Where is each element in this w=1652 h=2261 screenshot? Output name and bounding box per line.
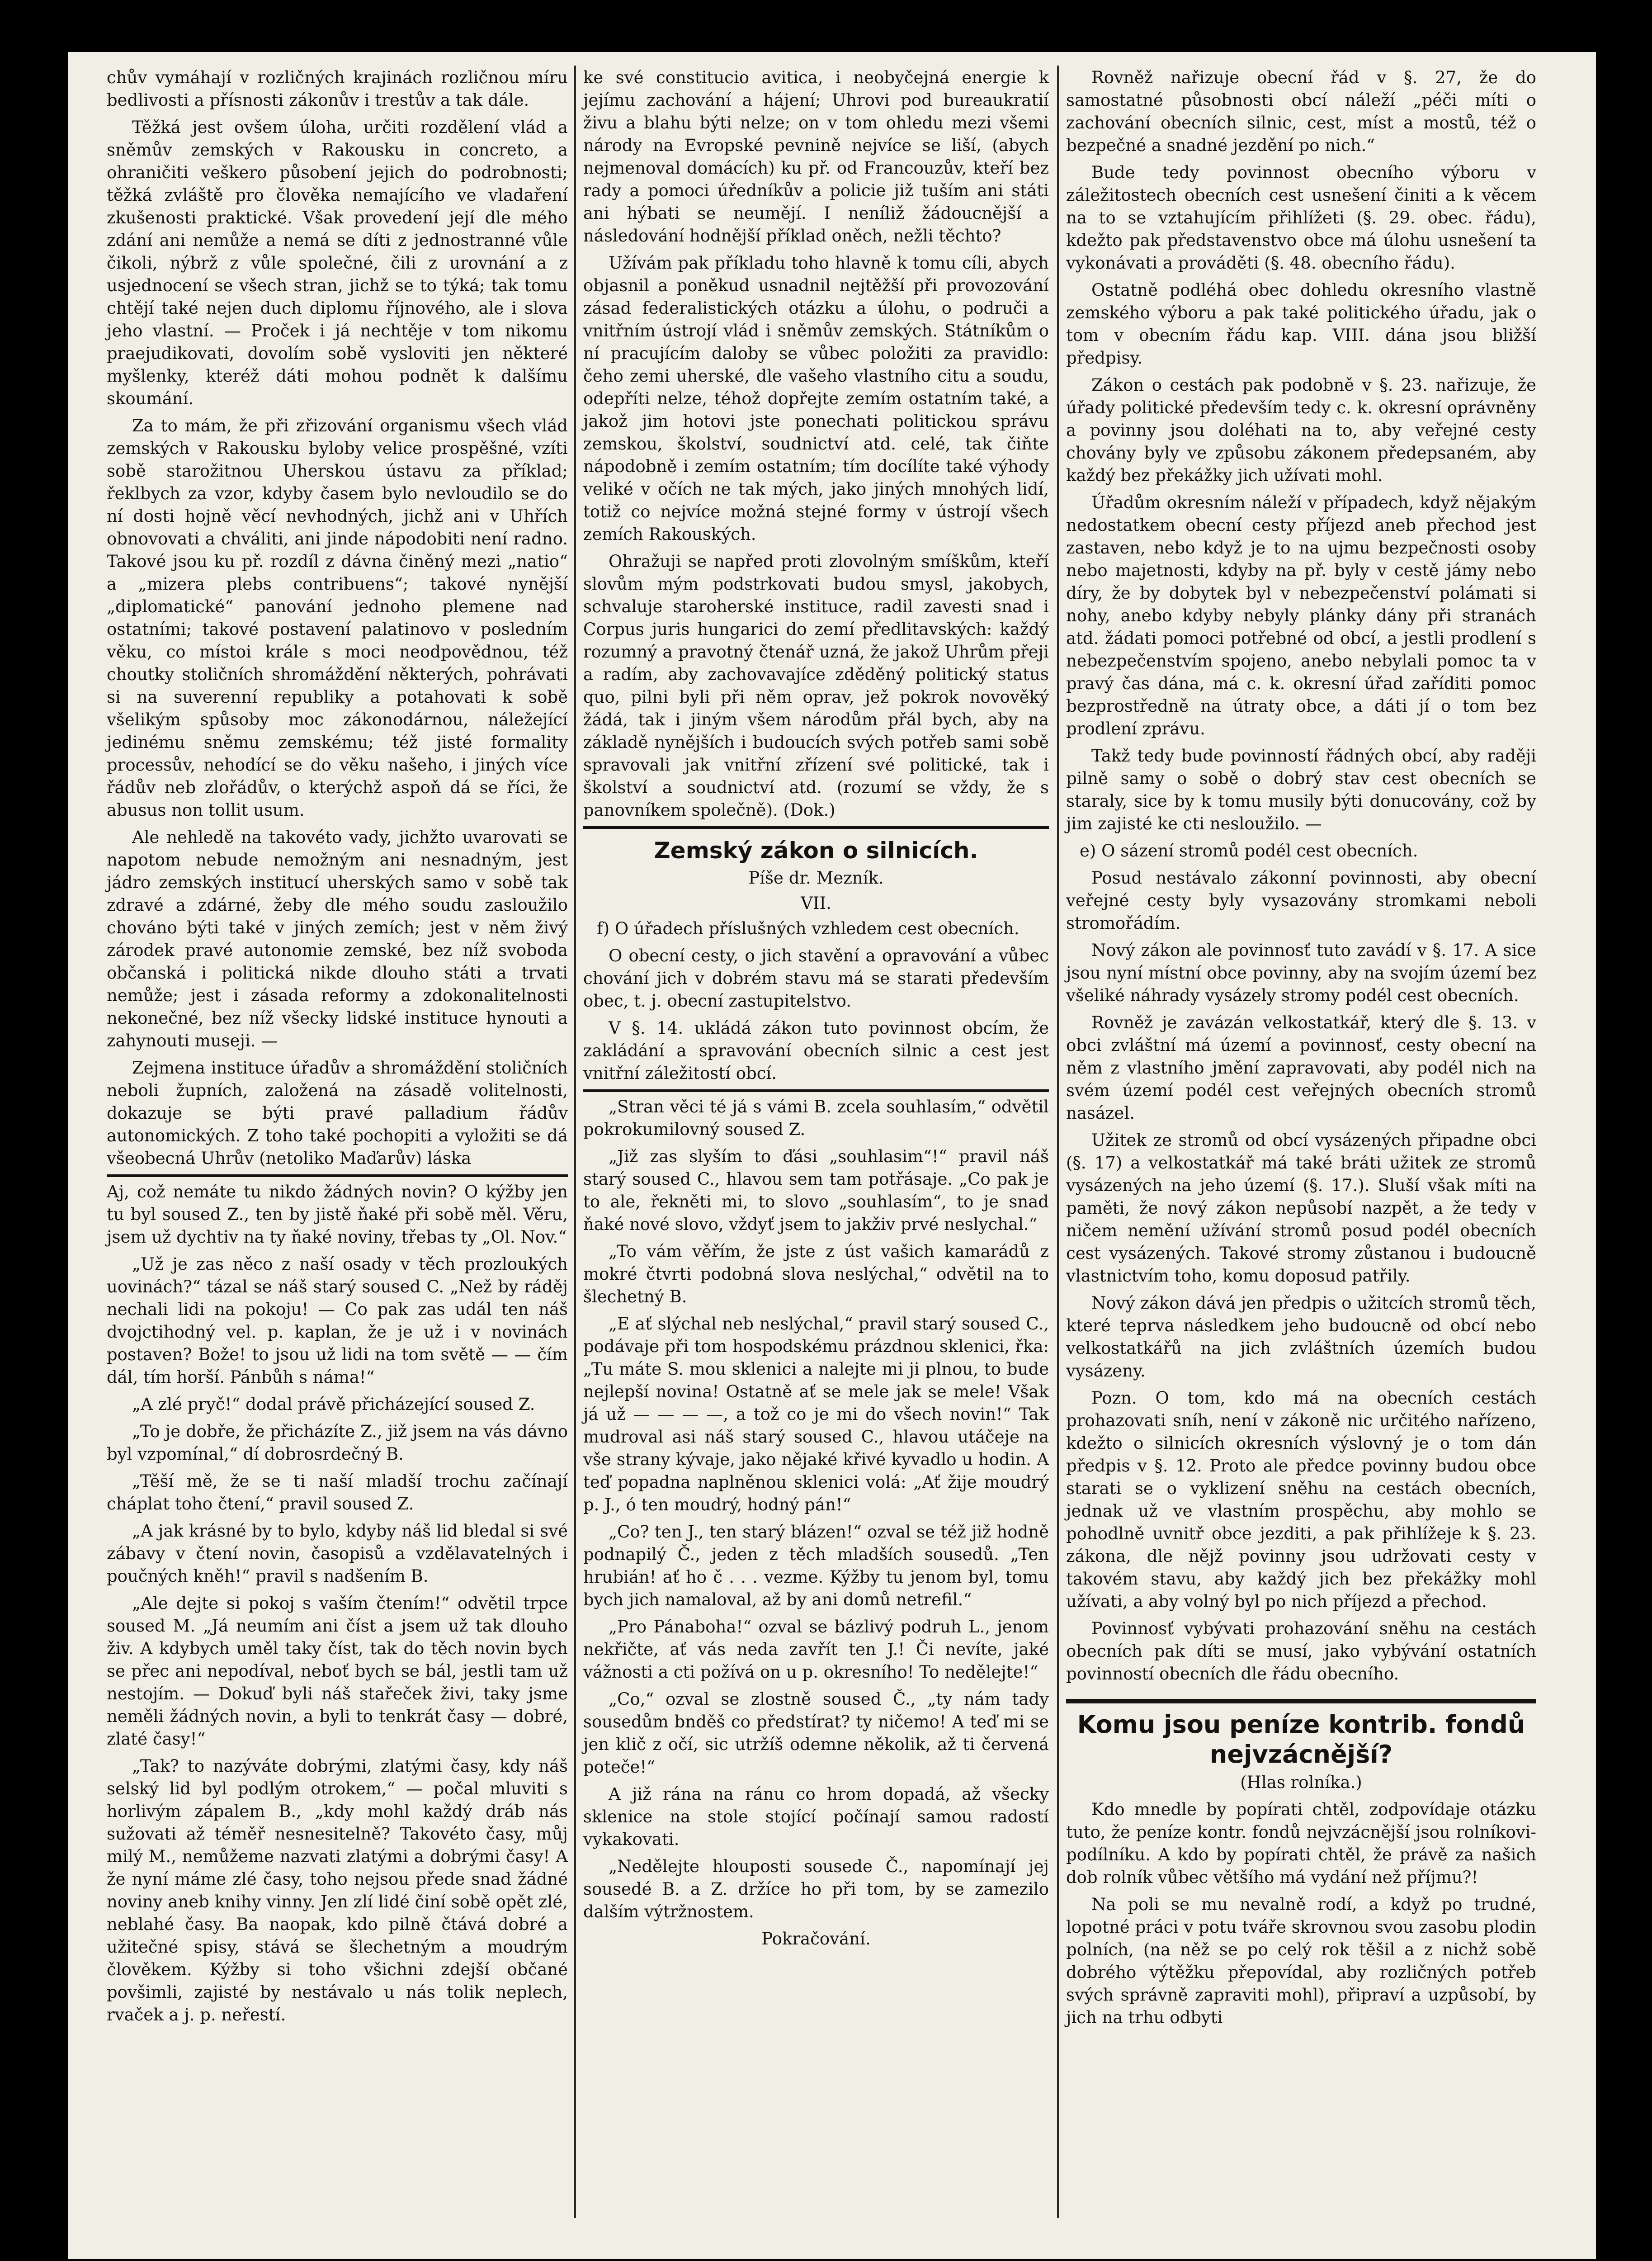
paragraph: Rovněž je zavázán velkostatkář, který dle §. 13. v obci zvláštní má území a povinnosť, cesty obecní na něm z vlastního jmění zapravovati, aby podél nich na svém území podél cest veřejných obecních stromů nasázel.	[1066, 1013, 1536, 1123]
paragraph: Bude tedy povinnost obecního výboru v záležitostech obecních cest usnešení činiti a k věcem na to se vztahujícím přihlížeti (§. 29. obec. řádu), kdežto pak představenstvo obce má úlohu usnešení ta vykonávati a prováděti (§. 48. obecního řádu).	[1066, 163, 1536, 273]
article-subtitle: (Hlas rolníka.)	[1240, 1773, 1362, 1792]
article-title: Komu jsou peníze kontrib. fondů nejvzácnější?	[1077, 1710, 1525, 1769]
section-number: VII.	[801, 894, 831, 913]
dialogue-paragraph: „Co? ten J., ten starý blázen!“ ozval se též již hodně podnapilý Č., jeden z těch mladších sousedů. „Ten hrubián! ať ho č . . . vezme. Kýžby tu jenom byl, tomu bych jich namaloval, až by ani domů netrefil.“	[583, 1522, 1049, 1609]
dialogue-paragraph: „Těší mě, že se ti naší mladší trochu začínají cháplat toho čtení,“ pravil soused Z.	[107, 1471, 568, 1514]
dialogue-paragraph: „Tak? to nazýváte dobrými, zlatými časy, kdy náš selský lid byl podlým otrokem,“ — počal mluviti s horlivým zápalem B., „kdy mohl každý dráb nás sužovati až téměř nesnesitelně? Takovéto časy, můj milý M., nemůžeme nazvati zlatými a dobrými časy! A že nyní máme zlé časy, toho nejsou přede snad žádné noviny aneb knihy vinny. Jen zlí lidé činí sobě opět zlé, neblahé časy. Ba naopak, kdo pilně čtává dobré a užitečné spisy, stává se šlechetným a moudrým člověkem. Kýžby si toho všichni zdejší občané povšimli, zajisté by nestávalo u nás tolik neplech, rvaček a j. p. neřestí.	[107, 1756, 568, 2024]
paragraph: Zákon o cestách pak podobně v §. 23. nařizuje, že úřady politické především tedy c. k. okresní oprávněny a povinny jsou doléhati na to, aby veřejné cesty chovány byly ve způsobu zákonem předepsaném, aby každý bez překážky jich užívati mohl.	[1066, 375, 1536, 485]
paragraph: ke své constitucio avitica, i neobyčejná energie k jejímu zachování a hájení; Uhrovi pod bureaukratií živu a blahu býti nelze; on v tom ohledu mezi všemi národy na Evropské pevnině nejvíce se liší, (abych nejmenoval domácích) ku př. od Francouzův, kteří bez rady a pomoci úředníkův a policie již tuším ani státi ani hýbati se neumějí. I neníliž žádoucnější a následování hodnější příklad oněch, nežli těchto?	[583, 68, 1049, 246]
paragraph: Posud nestávalo zákonní povinnosti, aby obecní veřejné cesty byly vysazovány stromkami neboli stromořádím.	[1066, 868, 1536, 933]
paragraph: Užitek ze stromů od obcí vysázených připadne obci (§. 17) a velkostatkář má také bráti užitek ze stromů vysázených na jeho území (§. 17.). Sluší však míti na paměti, že nový zákon nepůsobí nazpět, a že tedy v ničem nemění užívání stromů posud podél obecních cest vysázených. Takové stromy zůstanou i budoucně vlastnictvím toho, komu doposud patřily.	[1066, 1130, 1536, 1286]
dialogue-paragraph: „Ale dejte si pokoj s vaším čtením!“ odvětil trpce soused M. „Já neumím ani číst a jsem už tak dlouho živ. A kdybych uměl taky číst, tak do těch novin bych se přec ani nepodíval, neboť bych se bál, jestli tam už nestojím. — Dokuď byli náš stařeček živi, taky jsme neměli žádných novin, a byli to tenkrát časy — dobré, zlaté časy!“	[107, 1594, 568, 1749]
dialogue-paragraph: „Pro Pánaboha!“ ozval se bázlivý podruh L., jenom nekřičte, ať vás neda zavřít ten J.! Či nevíte, jaké vážnosti a cti požívá on u p. okresního! To nedělejte!“	[583, 1617, 1049, 1682]
dialogue-paragraph: „To je dobře, že přicházíte Z., již jsem na vás dávno byl vzpomínal,“ dí dobrosrdečný B.	[107, 1422, 568, 1464]
byline: Píše dr. Mezník.	[748, 868, 884, 888]
paragraph: O obecní cesty, o jich stavění a opravování a vůbec chování jich v dobrém stavu má se starati především obec, t. j. obecní zastupitelstvo.	[583, 946, 1049, 1011]
dialogue-paragraph: „Nedělejte hlouposti sousede Č., napomínají jej sousedé B. a Z. držíce ho při tom, by se zamezilo dalším výtržnostem.	[583, 1857, 1049, 1921]
newspaper-page	[68, 52, 1596, 2259]
column-1	[107, 66, 568, 2031]
section-divider	[107, 1174, 568, 1177]
paragraph: Těžká jest ovšem úloha, určiti rozdělení vlád a sněmův zemských v Rakousku in concreto, a ohraničiti veškero působení jejich do podrobnosti; těžká zvláště pro člověka nemajícího ve vladaření zkušenosti praktické. Však provedení její dle mého zdání ani nemůže a nemá se díti z jednostranné vůle čikoli, nýbrž z vůle společné, čili z urovnání a z usjednocení se všech stran, jichž se to týká; tak tomu chtějí také nejen duch diplomu říjnového, ale i slova jeho vlastní. — Proček i já nechtěje v tom nikomu praejudikovati, dovolím sobě vysloviti jen některé myšlenky, kteréž dáti mohou podnět k dalšímu skoumání.	[107, 118, 568, 408]
continued-note: Pokračování.	[761, 1929, 871, 1949]
dialogue-paragraph: „Již zas slyším to ďási „souhlasim“!“ pravil náš starý soused C., hlavou sem tam potřásaje. „Co pak je to ale, řekněti mi, to slovo „souhlasím“, to je snad ňaké nové slovo, vždyť jsem to jakživ prvé neslychal.“	[583, 1147, 1049, 1234]
paragraph: Nový zákon dává jen předpis o užitcích stromů těch, které teprva následkem jeho budoucně od obcí nebo velkostatkářů na jich zvláštních územích budou vysázeny.	[1066, 1293, 1536, 1381]
column-2	[583, 66, 1049, 1955]
section-divider	[583, 1089, 1049, 1092]
dialogue-paragraph: „A zlé pryč!“ dodal právě přicházející soused Z.	[132, 1395, 535, 1414]
dialogue-paragraph: „E ať slýchal neb neslýchal,“ pravil starý soused C., podávaje při tom hospodskému prázdnou sklenici, řka: „Tu máte S. mou sklenici a nalejte mi ji plnou, to bude nejlepší novina! Ostatně ať se mele jak se mele! Však já už — — — —, a tož co je mi do všech novin!“ Tak mudroval asi náš starý soused C., hlavou utáčeje na vše strany kývaje, jako nějaké křivé kyvadlo u hodin. A teď popadna naplněnou sklenici volá: „Ať žije moudrý p. J., ó ten moudrý, hodný pán!“	[583, 1314, 1049, 1514]
paragraph: Povinnosť vybývati prohazování sněhu na cestách obecních pak díti se musí, jako vybývání ostatních povinností obecních dle řádu obecního.	[1066, 1619, 1536, 1684]
paragraph: Ale nehledě na takovéto vady, jichžto uvarovati se napotom nebude nemožným ani nesnadným, jest jádro zemských institucí uherských samo v sobě tak zdravé a zdárné, žeby dle mého soudu zasloužilo chováno býti také v jiných zemích; jest v něm živý zárodek pravé autonomie zemské, bez níž svoboda občanská i politická nikde dlouho státi a trvati nemůže; jest i zásada reformy a zdokonalitelnosti nekonečné, bez níž všecky lidské instituce hynouti a zahynouti museji. —	[107, 828, 568, 1050]
paragraph: Zejmena instituce úřadův a shromáždění stoličních neboli župních, založená na zásadě volitelnosti, dokazuje se býti pravé palladium řádův autonomických. Z toho také pochopiti a vyložiti se dá všeobecná Uhrův (netoliko Maďarův) láska	[107, 1058, 568, 1168]
paragraph: Za to mám, že při zřizování organismu všech vlád zemských v Rakousku byloby velice prospěšné, vzíti sobě starožitnou Uherskou ústavu za příklad; řeklbych za vzor, kdyby časem bylo nevloudilo se do ní dosti hojně věcí nevhodných, jichž ani v Uhřích obnovovati a chváliti, ani jinde nápodobiti není radno. Takové jsou ku př. rozdíl z dávna činěný mezi „natio“ a „mizera plebs contribuens“; takové nynější „diplomatické“ panování jednoho plemene nad ostatními; takové postavení palatinovo v posledním věku, co místoi krále s moci neodpovědnou, též choutky stoličních shromáždění některých, pohrávati si na suverenní republiky a potahovati k sobě všelikým spůsoby moc zákonodárnou, náležející jedinému sněmu zemskému; též jisté formality processův, nehodící se do věku našeho, i jiných více řádův neb zlořádův, o kterýchž aspoň dá se říci, že abusus non tollit usum.	[107, 416, 568, 820]
paragraph: Pozn. O tom, kdo má na obecních cestách prohazovati sníh, není v zákoně nic určitého nařízeno, kdežto o silnicích okresních výslovný je o tom dán předpis v §. 12. Proto ale předce povinny budou obce starati se o vyklizení sněhu na cestách obecních, jednak už ve vlastním prospěchu, aby mohlo se pohodlně uvnitř obce jezditi, a pak přihlížeje k §. 23. zákona, dle nějž povinny jsou udržovati cesty v takovém stavu, aby každý jich bez překážky mohl užívati, a aby volný byl po nich příjezd a přechod.	[1066, 1388, 1536, 1611]
column-3	[1066, 66, 1536, 2034]
dialogue-paragraph: A již rána na ránu co hrom dopadá, až všecky sklenice na stole stojící počínají samou radostí vykakovati.	[583, 1784, 1049, 1849]
heading-bar	[1066, 1699, 1536, 1703]
paragraph: V §. 14. ukládá zákon tuto povinnost obcím, že zakládání a spravování obecních silnic a cest jest vnitřní záležitostí obcí.	[583, 1018, 1049, 1083]
dialogue-paragraph: „Co,“ ozval se zlostně soused Č., „ty nám tady sousedům bnděš co předstírat? ty ničemo! A teď mi se jen klič z očí, sic utržíš odemne několik, až ti červená poteče!“	[583, 1689, 1049, 1777]
dialogue-paragraph: „To vám věřím, že jste z úst vašich kamarádů z mokré čtvrti podobná slova neslýchal,“ odvětil na to šlechetný B.	[583, 1242, 1049, 1306]
paragraph: Takž tedy bude povinností řádných obcí, aby raději pilně samy o sobě o dobrý stav cest obecních se staraly, sice by k tomu musily býti donucovány, což by jim zajisté ke cti nesloužilo. —	[1066, 746, 1536, 833]
paragraph: Rovněž nařizuje obecní řád v §. 27, že do samostatné působnosti obcí náleží „péči míti o zachování obecních silnic, cest, míst a mostů, též o bezpečné a snadné jezdění po nich.“	[1066, 68, 1536, 155]
paragraph: Ohražuji se napřed proti zlovolným smíškům, kteří slovům mým podstrkovati budou smysl, jakobych, schvaluje staroherské instituce, radil zavesti snad i Corpus juris hungarici do zemí předlitavských: každý rozumný a pravotný čtenář uzná, že jakož Uhrům přeji a radím, aby zachovavajíce zděděný politický status quo, pilni byli při něm oprav, jež pokrok novověký žádá, tak i jiným všem národům přál bych, aby na základě nynějších i budoucích svých potřeb sami sobě spravovali jak vnitřní zřízení své politické, tak i školství a soudnictví atd. (rozumí se vždy, že s panovníkem společně). (Dok.)	[583, 552, 1049, 820]
column-rule	[574, 66, 576, 2218]
subheading: f) O úřadech příslušných vzhledem cest obecních.	[597, 919, 1020, 938]
article-heading-box	[1066, 1699, 1536, 1794]
article-title: Zemský zákon o silnicích.	[654, 837, 978, 864]
column-rule	[1057, 66, 1059, 2218]
paragraph: chův vymáhají v rozličných krajinách rozličnou míru bedlivosti a přísnosti zákonův i trestův a tak dále.	[107, 68, 568, 110]
dialogue-paragraph: „Už je zas něco z naší osady v těch prozloukých uovinách?“ tázal se náš starý soused C. „Než by ráděj nechali lidi na pokoju! — Co pak zas udál ten náš dvojctihodný vel. p. kaplan, že je už i v novinách postaven? Bože! to jsou už lidi na tom světě — — čím dál, tím horší. Pánbůh s náma!“	[107, 1254, 568, 1387]
paragraph: Nový zákon ale povinnosť tuto zavádí v §. 17. A sice jsou nyní místní obce povinny, aby na svojím území bez všeliké náhrady vysázely stromy podél cest obecních.	[1066, 941, 1536, 1005]
paragraph: Ostatně podléhá obec dohledu okresního vlastně zemského výboru a pak také politického úřadu, jak o tom v obecním řádu kap. VIII. dána jsou bližší předpisy.	[1066, 280, 1536, 368]
paragraph: Užívám pak příkladu toho hlavně k tomu cíli, abych objasnil a poněkud usnadnil nejtěžší při provozování zásad federalistických otázku a úlohu, o područi a vnitřním ústrojí vlád i sněmův zemských. Státníkům o ní pracujícím daloby se vůbec položiti za pravidlo: čeho zemi uherské, dle vašeho vlastního citu a soudu, odepříti nelze, téhož dopřejte zemím ostatním také, a jakož jim hotovi jste ponechati politickou správu zemskou, školství, soudnictví atd. celé, tak čiňte nápodobně i zemím ostatním; tím docílíte také výhody veliké v očích ne tak mých, jako jiných mnohých lidí, totiž co nejvíce možná stejné formy v ústrojí všech zemích Rakouských.	[583, 253, 1049, 544]
dialogue-paragraph: „A jak krásné by to bylo, kdyby náš lid bledal si své zábavy v čtení novin, časopisů a vzdělavatelných i poučných kněh!“ pravil s nadšením B.	[107, 1521, 568, 1586]
dialogue-paragraph: Aj, což nemáte tu nikdo žádných novin? O kýžby jen tu byl soused Z., ten by jistě ňaké při sobě měl. Věru, jsem už dychtiv na ty ňaké noviny, třebas ty „Ol. Nov.“	[107, 1182, 568, 1247]
dialogue-paragraph: „Stran věci té já s vámi B. zcela souhlasím,“ odvětil pokrokumilovný soused Z.	[583, 1097, 1049, 1139]
section-divider	[583, 826, 1049, 829]
paragraph: Kdo mnedle by popírati chtěl, zodpovídaje otázku tuto, že peníze kontr. fondů nejvzácnější jsou rolníkovi-podílníku. A kdo by popírati chtěl, že právě za našich dob rolník vůbec většího má vydání než příjmu?!	[1066, 1800, 1536, 1887]
paragraph: Úřadům okresním náleží v případech, když nějakým nedostatkem obecní cesty příjezd aneb přechod jest zastaven, nebo když je to na ujmu bezpečnosti osoby nebo majetnosti, kdyby na př. byly v cestě jámy nebo díry, že by dobytek byl v nebezpečenství polámati si nohy, anebo kdyby nebyly plánky dány při stranách atd. žádati pomoci potřebné od obcí, a jestli prodlení s nebezpečenstvím spojeno, anebo nebylali pomoc ta v pravý čas dána, má c. k. okresní úřad zaříditi pomoc bezprostředně na útraty obce, a dáti jí o tom bez prodlení zprávu.	[1066, 493, 1536, 738]
paragraph: Na poli se mu nevalně rodí, a když po trudné, lopotné práci v potu tváře skrovnou svou zasobu plodin polních, (na něž se po celý rok těšil a z nichž sobě dobrého výtěžku přepovídal, aby rozličných potřeb svých správně zapraviti mohl), připraví a uzpůsobí, by jich na trhu odbyti	[1066, 1895, 1536, 2027]
subheading: e) O sázení stromů podél cest obecních.	[1080, 841, 1418, 861]
